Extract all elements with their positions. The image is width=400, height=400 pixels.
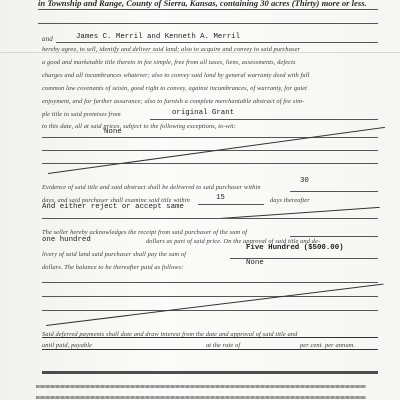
redaction-band-3 <box>36 396 366 399</box>
balance-rule-1 <box>42 282 378 283</box>
days-30-rule <box>290 191 378 192</box>
exceptions-value: None <box>104 128 122 136</box>
receipt-line-3: livery of said land said purchaser shall pay the sum of <box>42 251 187 258</box>
exceptions-rule-1 <box>42 137 378 138</box>
purchaser-names: James C. Merril and Kenneth A. Merril <box>76 33 241 41</box>
evidence-line-2: days, and said purchaser shall examine said title within <box>42 197 190 204</box>
grant-rule <box>150 119 378 120</box>
balance-rule-3 <box>42 310 378 311</box>
redaction-bar-1 <box>42 371 378 374</box>
deferred-strike-2 <box>42 349 378 350</box>
receipt-line-4: dollars. The balance to be thereafter paid as follows: <box>42 264 184 271</box>
receipt-rule <box>290 236 378 237</box>
balance-rule-2 <box>42 296 378 297</box>
days-15-rule <box>198 204 264 205</box>
clause-line-4: common law covenants of seisin, good right to convey, against incumbrances, of warranty, for quiet <box>42 85 308 92</box>
deferred-line-4: per cent. per annum. <box>300 342 356 349</box>
receipt-line-1: The seller hereby acknowledges the receipt from said purchaser of the sum of <box>42 229 248 236</box>
exceptions-rule-3 <box>42 163 378 164</box>
deferred-line-3: at the rate of <box>206 342 241 349</box>
receipt-line-2: dollars as part of said price. On the approval of said title and de- <box>146 238 321 245</box>
evidence-line-3: days thereafter <box>270 197 310 204</box>
header-handwriting: in Township and Range, County of Sierra, Kansas, containing 30 acres (Thirty) more or less. <box>38 0 367 8</box>
reject-accept: And either reject or accept same <box>42 203 184 211</box>
clause-line-6: ple title to said premises from <box>42 111 121 118</box>
redaction-band-2 <box>36 385 366 388</box>
balance-value: None <box>246 259 264 267</box>
and-word: and <box>42 35 53 43</box>
days-30: 30 <box>300 177 309 185</box>
clause-line-5: enjoyment, and for further assurance; also to furnish a complete merchantable abstract of fee sim- <box>42 98 305 105</box>
one-hundred: one hundred <box>42 236 91 244</box>
clause-line-3: charges and all incumbrances whatever; also to convey said land by general warranty deed with full <box>42 72 310 79</box>
deferred-strike-1 <box>42 337 378 338</box>
clause-line-1: hereby agree, to sell, identify and deliver said land; also to acquire and convey to said purchaser <box>42 46 301 53</box>
deferred-line-2: until paid, payable <box>42 342 93 349</box>
original-grant: original Grant <box>172 109 235 117</box>
clause-line-2: a good and marketable title thereto in fee simple, free from all taxes, liens, assessments, defects <box>42 59 296 66</box>
days-15: 15 <box>216 194 225 202</box>
evidence-line-1: Evidence of said title and said abstract shall be delivered to said purchaser within <box>42 184 261 191</box>
clause-line-7: to this date, all at said prices, subject to the following exceptions, to-wit: <box>42 123 236 130</box>
header-rule <box>38 9 378 10</box>
five-hundred: Five Hundred ($500.00) <box>246 244 344 252</box>
names-rule <box>56 42 378 43</box>
header-rule-2 <box>38 23 378 24</box>
balance-strike <box>46 284 384 326</box>
reject-rule <box>42 218 378 219</box>
deferred-line-1: Said deferred payments shall date and draw interest from the date and approval of said title and <box>42 331 298 338</box>
